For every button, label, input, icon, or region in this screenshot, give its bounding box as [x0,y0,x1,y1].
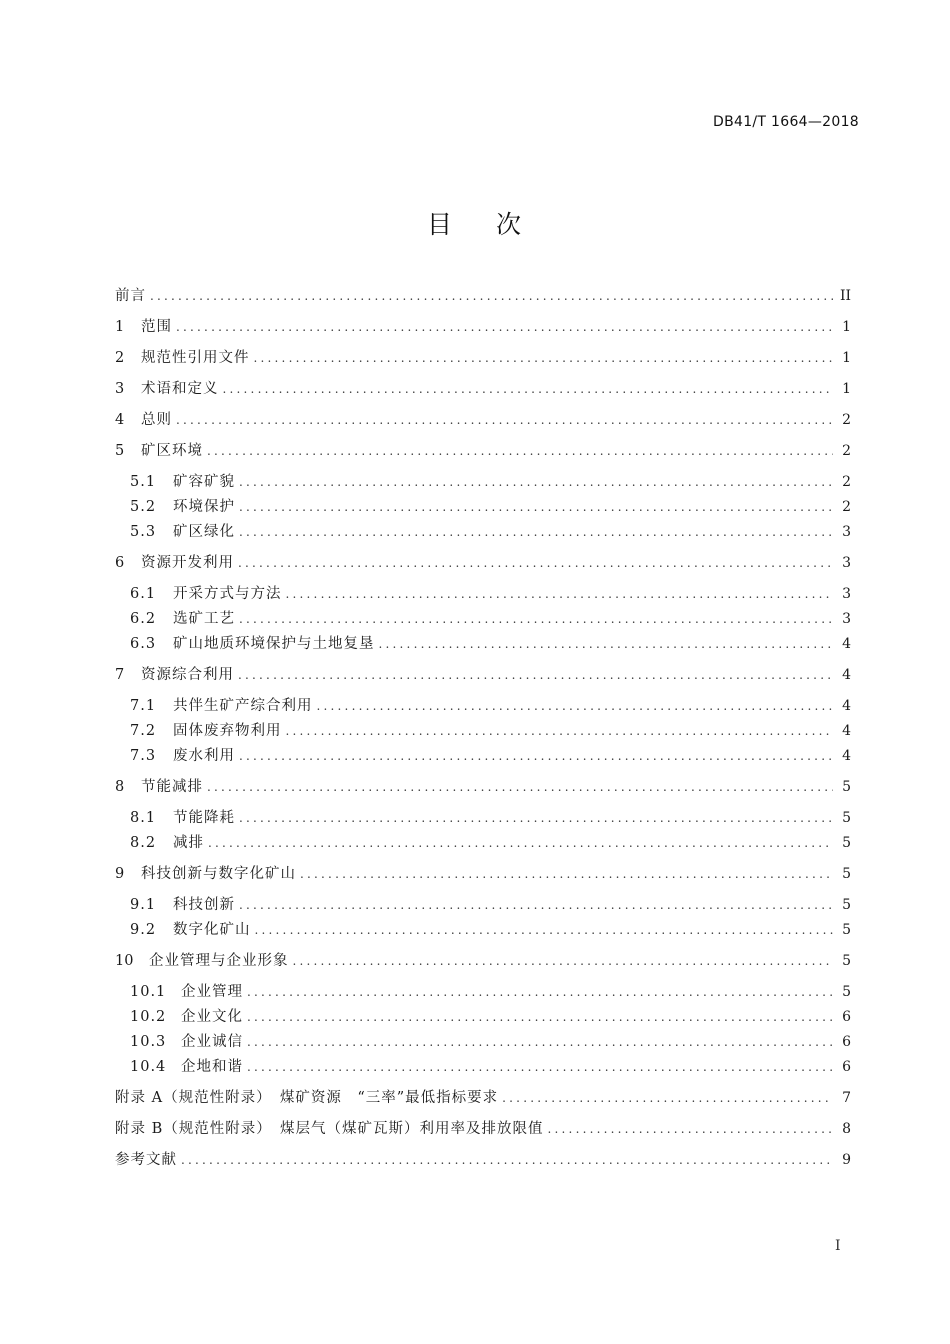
toc-entry-label: 企业管理与企业形象 [149,953,289,969]
toc-leader-dots [300,864,833,884]
toc-entry-label: 总则 [141,412,172,428]
toc-entry-number: 7.1 [130,698,157,714]
toc-entry-number: 5.2 [130,499,157,515]
toc-entry-label: 共伴生矿产综合利用 [173,698,313,714]
toc-entry-page: 4 [842,698,851,714]
toc-leader-dots [239,609,833,629]
toc-entry-page: 9 [842,1152,851,1168]
toc-entry-number: 2 [115,350,125,366]
toc-subentry[interactable] [115,746,851,766]
toc-entry-page: 5 [842,922,851,938]
toc-entry-page: 1 [842,350,851,366]
toc-entry-label: 固体废弃物利用 [173,723,282,739]
toc-entry-page: 5 [842,835,851,851]
toc-leader-dots [238,553,833,573]
toc-entry-label: 范围 [141,319,172,335]
toc-leader-dots [254,348,834,368]
standard-code: DB41/T 1664—2018 [713,114,859,130]
toc-leader-dots [176,410,833,430]
toc-entry-label: 节能降耗 [173,810,235,826]
toc-entry-label: 规范性引用文件 [141,350,250,366]
page-title-char-2: 次 [496,210,524,239]
toc-entry[interactable] [115,777,851,797]
toc-subentry[interactable] [115,1007,851,1027]
toc-subentry[interactable] [115,634,851,654]
toc-entry-label: 科技创新 [173,897,235,913]
toc-entry-label: 资源综合利用 [141,667,234,683]
toc-entry[interactable] [115,1088,851,1108]
toc-subentry[interactable] [115,497,851,517]
toc-entry-page: 5 [842,953,851,969]
toc-subentry[interactable] [115,895,851,915]
toc-entry-page: 2 [842,474,851,490]
toc-entry-number: 8.2 [130,835,157,851]
toc-entry-label: 前言 [115,288,146,304]
toc-leader-dots [247,982,833,1002]
toc-entry-label: 环境保护 [173,499,235,515]
toc-entry-page: 4 [842,667,851,683]
table-of-contents [115,286,851,1170]
toc-entry-page: 5 [842,984,851,1000]
toc-entry-label: 附录 B（规范性附录） 煤层气（煤矿瓦斯）利用率及排放限值 [115,1121,544,1137]
toc-entry-number: 10.1 [130,984,167,1000]
toc-entry-number: 3 [115,381,125,397]
toc-leader-dots [239,746,833,766]
toc-subentry[interactable] [115,920,851,940]
toc-entry-label: 选矿工艺 [173,611,235,627]
toc-leader-dots [150,286,833,306]
toc-leader-dots [207,777,833,797]
toc-leader-dots [317,696,834,716]
toc-entry[interactable] [115,441,851,461]
toc-entry[interactable] [115,348,851,368]
toc-leader-dots [176,317,833,337]
toc-entry-page: 5 [842,810,851,826]
toc-entry-label: 资源开发利用 [141,555,234,571]
toc-entry-page: II [839,288,851,304]
toc-entry-label: 企业诚信 [181,1034,243,1050]
toc-entry-page: 6 [842,1059,851,1075]
toc-entry[interactable] [115,317,851,337]
toc-entry-number: 9.1 [130,897,157,913]
toc-entry-number: 8.1 [130,810,157,826]
toc-leader-dots [286,721,834,741]
toc-entry-number: 7.3 [130,748,157,764]
toc-entry-label: 企地和谐 [181,1059,243,1075]
toc-leader-dots [379,634,834,654]
toc-entry[interactable] [115,864,851,884]
toc-entry-number: 5 [115,443,125,459]
toc-entry-number: 9.2 [130,922,157,938]
toc-entry-number: 8 [115,779,125,795]
toc-entry[interactable] [115,951,851,971]
toc-entry-page: 4 [842,636,851,652]
toc-entry[interactable] [115,410,851,430]
toc-entry-page: 3 [842,611,851,627]
toc-entry[interactable] [115,553,851,573]
toc-leader-dots [238,665,833,685]
toc-leader-dots [208,833,833,853]
toc-entry-page: 1 [842,319,851,335]
toc-entry-label: 减排 [173,835,204,851]
toc-entry-number: 9 [115,866,125,882]
toc-leader-dots [286,584,834,604]
page-number: I [835,1238,841,1254]
toc-leader-dots [181,1150,833,1170]
toc-entry-page: 5 [842,779,851,795]
toc-entry-page: 4 [842,723,851,739]
toc-entry-label: 附录 A（规范性附录） 煤矿资源 “三率”最低指标要求 [115,1090,499,1106]
toc-entry[interactable] [115,379,851,399]
toc-entry-page: 3 [842,524,851,540]
toc-subentry[interactable] [115,808,851,828]
toc-entry-label: 术语和定义 [141,381,219,397]
toc-entry-number: 4 [115,412,125,428]
toc-entry-number: 6 [115,555,125,571]
toc-entry-number: 6.2 [130,611,157,627]
toc-subentry[interactable] [115,522,851,542]
toc-entry-page: 1 [842,381,851,397]
toc-entry-number: 6.3 [130,636,157,652]
toc-leader-dots [239,522,833,542]
toc-leader-dots [247,1032,833,1052]
toc-subentry[interactable] [115,721,851,741]
toc-entry-label: 数字化矿山 [173,922,251,938]
toc-leader-dots [247,1007,833,1027]
toc-subentry[interactable] [115,982,851,1002]
toc-entry-label: 矿容矿貌 [173,474,235,490]
toc-entry-number: 6.1 [130,586,157,602]
toc-leader-dots [207,441,833,461]
toc-entry-page: 5 [842,866,851,882]
toc-entry-page: 3 [842,555,851,571]
toc-entry-page: 2 [842,443,851,459]
toc-entry-label: 废水利用 [173,748,235,764]
toc-entry-page: 3 [842,586,851,602]
toc-entry-number: 5.1 [130,474,157,490]
toc-entry-label: 企业文化 [181,1009,243,1025]
toc-leader-dots [239,472,833,492]
toc-entry-number: 7.2 [130,723,157,739]
toc-entry-page: 8 [842,1121,851,1137]
toc-leader-dots [255,920,834,940]
page-title-char-1: 目 [426,210,454,239]
toc-subentry[interactable] [115,584,851,604]
toc-leader-dots [548,1119,833,1139]
toc-leader-dots [239,895,833,915]
toc-subentry[interactable] [115,1057,851,1077]
toc-entry-label: 矿区环境 [141,443,203,459]
toc-entry-page: 2 [842,412,851,428]
toc-entry-label: 企业管理 [181,984,243,1000]
toc-entry-label: 矿山地质环境保护与土地复垦 [173,636,375,652]
toc-entry-label: 科技创新与数字化矿山 [141,866,296,882]
toc-entry[interactable] [115,665,851,685]
toc-entry-page: 4 [842,748,851,764]
toc-entry-page: 6 [842,1034,851,1050]
toc-subentry[interactable] [115,472,851,492]
toc-subentry[interactable] [115,1032,851,1052]
toc-entry-number: 1 [115,319,125,335]
toc-entry-page: 2 [842,499,851,515]
toc-entry[interactable] [115,286,851,306]
toc-leader-dots [239,808,833,828]
toc-entry-page: 7 [842,1090,851,1106]
toc-entry-page: 6 [842,1009,851,1025]
toc-leader-dots [247,1057,833,1077]
toc-subentry[interactable] [115,609,851,629]
toc-entry-number: 10 [115,953,134,969]
toc-entry-number: 10.2 [130,1009,167,1025]
toc-entry-label: 开采方式与方法 [173,586,282,602]
toc-entry-label: 矿区绿化 [173,524,235,540]
toc-entry[interactable] [115,1150,851,1170]
toc-entry-number: 7 [115,667,125,683]
toc-subentry[interactable] [115,833,851,853]
toc-entry-label: 节能减排 [141,779,203,795]
toc-entry-page: 5 [842,897,851,913]
toc-leader-dots [239,497,833,517]
toc-leader-dots [502,1088,833,1108]
toc-entry-number: 10.3 [130,1034,167,1050]
page-title [0,205,950,241]
toc-leader-dots [293,951,834,971]
toc-entry-number: 5.3 [130,524,157,540]
toc-subentry[interactable] [115,696,851,716]
toc-entry-label: 参考文献 [115,1152,177,1168]
toc-leader-dots [223,379,834,399]
toc-entry[interactable] [115,1119,851,1139]
toc-entry-number: 10.4 [130,1059,167,1075]
